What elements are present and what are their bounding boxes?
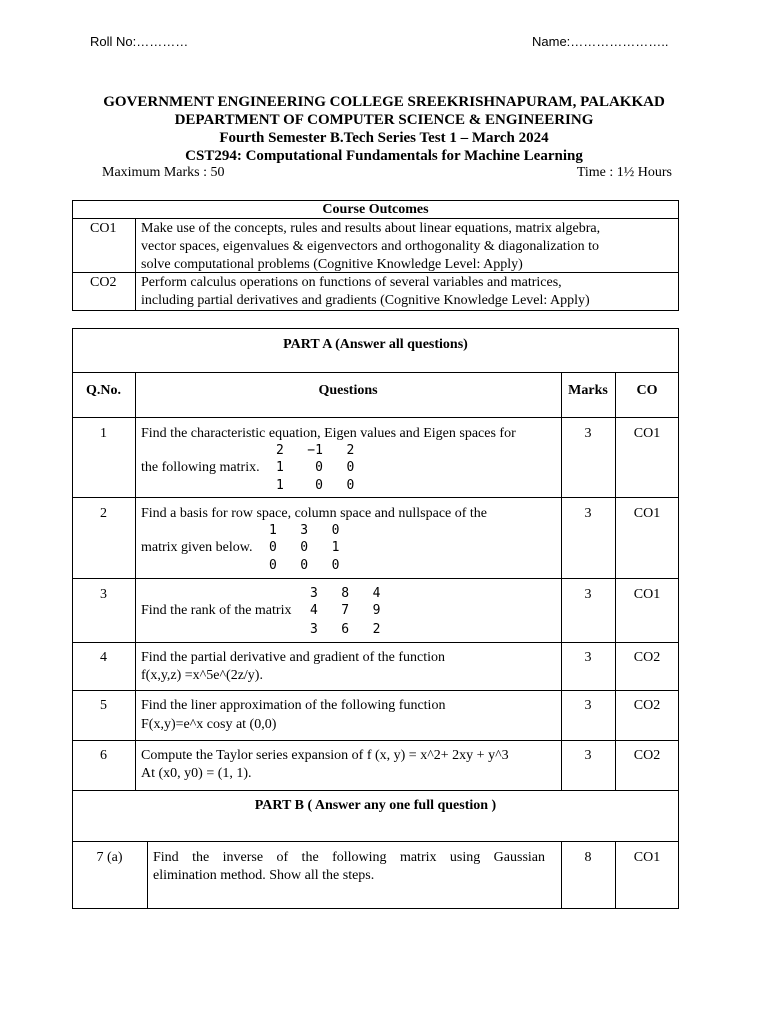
q3-matrix-row1: 3 8 4 bbox=[310, 586, 381, 601]
q5-marks: 3 bbox=[584, 698, 592, 713]
exam-title: Fourth Semester B.Tech Series Test 1 – March 2024 bbox=[219, 130, 549, 146]
q1-text-line2: the following matrix. bbox=[141, 460, 260, 475]
part-b-title: PART B ( Answer any one full question ) bbox=[254, 798, 497, 813]
part-a-title: PART A (Answer all questions) bbox=[283, 337, 468, 352]
course-outcomes-title: Course Outcomes bbox=[322, 202, 429, 217]
q2-marks: 3 bbox=[584, 506, 592, 521]
q6-text-line2: At (x0, y0) = (1, 1). bbox=[141, 766, 252, 781]
q1-matrix-row1: 2 −1 2 bbox=[276, 443, 355, 458]
q4-marks: 3 bbox=[584, 650, 592, 665]
q3-matrix-row2: 4 7 9 bbox=[310, 603, 381, 618]
exam-duration: Time : 1½ Hours bbox=[576, 165, 672, 180]
q3-number: 3 bbox=[100, 587, 107, 602]
roll-no: Roll No:………… bbox=[90, 34, 189, 49]
q4-text-line1: Find the partial derivative and gradient of the function bbox=[141, 650, 446, 665]
course-title: CST294: Computational Fundamentals for Machine Learning bbox=[185, 148, 583, 164]
q5-co: CO2 bbox=[633, 698, 661, 713]
q2-matrix-row2: 0 0 1 bbox=[269, 540, 340, 555]
q6-number: 6 bbox=[100, 748, 107, 763]
co1-description-line2: vector spaces, eigenvalues & eigenvectors and orthogonality & diagonalization to bbox=[141, 239, 599, 254]
co2-description-line1: Perform calculus operations on functions of several variables and matrices, bbox=[141, 275, 562, 290]
co2-code: CO2 bbox=[90, 275, 117, 290]
q6-co: CO2 bbox=[633, 748, 661, 763]
q6-marks: 3 bbox=[584, 748, 592, 763]
q3-co: CO1 bbox=[633, 587, 661, 602]
q1-matrix-row3: 1 0 0 bbox=[276, 478, 355, 493]
q3-text-line1: Find the rank of the matrix bbox=[141, 603, 292, 618]
q1-text-line1: Find the characteristic equation, Eigen values and Eigen spaces for bbox=[141, 426, 516, 441]
q7a-number: 7 (a) bbox=[96, 850, 123, 865]
q2-matrix-row3: 0 0 0 bbox=[269, 558, 340, 573]
q7a-text-line1: Find the inverse of the following matrix using Gaussian bbox=[153, 850, 545, 865]
q3-matrix-row3: 3 6 2 bbox=[310, 622, 381, 637]
co1-description-line1: Make use of the concepts, rules and results about linear equations, matrix algebra, bbox=[141, 221, 601, 236]
q6-text-line1: Compute the Taylor series expansion of f (x, y) = x^2+ 2xy + y^3 bbox=[141, 748, 509, 763]
q4-co: CO2 bbox=[633, 650, 661, 665]
column-questions: Questions bbox=[318, 383, 378, 398]
co1-description-line3: solve computational problems (Cognitive Knowledge Level: Apply) bbox=[141, 257, 523, 272]
q5-number: 5 bbox=[100, 698, 107, 713]
co2-description-line2: including partial derivatives and gradients (Cognitive Knowledge Level: Apply) bbox=[141, 293, 590, 308]
q5-text-line1: Find the liner approximation of the following function bbox=[141, 698, 446, 713]
q2-text-line1: Find a basis for row space, column space and nullspace of the bbox=[141, 506, 488, 521]
column-co: CO bbox=[636, 383, 658, 398]
q2-matrix-row1: 1 3 0 bbox=[269, 523, 340, 538]
q2-co: CO1 bbox=[633, 506, 661, 521]
q2-text-line2: matrix given below. bbox=[141, 540, 253, 555]
column-qno: Q.No. bbox=[86, 383, 121, 398]
department-name: DEPARTMENT OF COMPUTER SCIENCE & ENGINEERING bbox=[174, 112, 594, 128]
q1-matrix-row2: 1 0 0 bbox=[276, 460, 355, 475]
q7a-co: CO1 bbox=[633, 850, 661, 865]
q1-marks: 3 bbox=[584, 426, 592, 441]
student-name: Name:………………….. bbox=[532, 34, 669, 49]
q4-text-line2: f(x,y,z) =x^5e^(2z/y). bbox=[141, 668, 263, 683]
q7a-text-line2: elimination method. Show all the steps. bbox=[153, 868, 375, 883]
college-name: GOVERNMENT ENGINEERING COLLEGE SREEKRISHNAPURAM, PALAKKAD bbox=[103, 94, 665, 110]
q4-number: 4 bbox=[100, 650, 107, 665]
q7a-marks: 8 bbox=[584, 850, 592, 865]
q5-text-line2: F(x,y)=e^x cosy at (0,0) bbox=[141, 717, 277, 732]
co1-code: CO1 bbox=[90, 221, 117, 236]
q3-marks: 3 bbox=[584, 587, 592, 602]
column-marks: Marks bbox=[568, 383, 608, 398]
max-marks: Maximum Marks : 50 bbox=[102, 165, 225, 180]
q1-number: 1 bbox=[100, 426, 107, 441]
q1-co: CO1 bbox=[633, 426, 661, 441]
q2-number: 2 bbox=[100, 506, 107, 521]
